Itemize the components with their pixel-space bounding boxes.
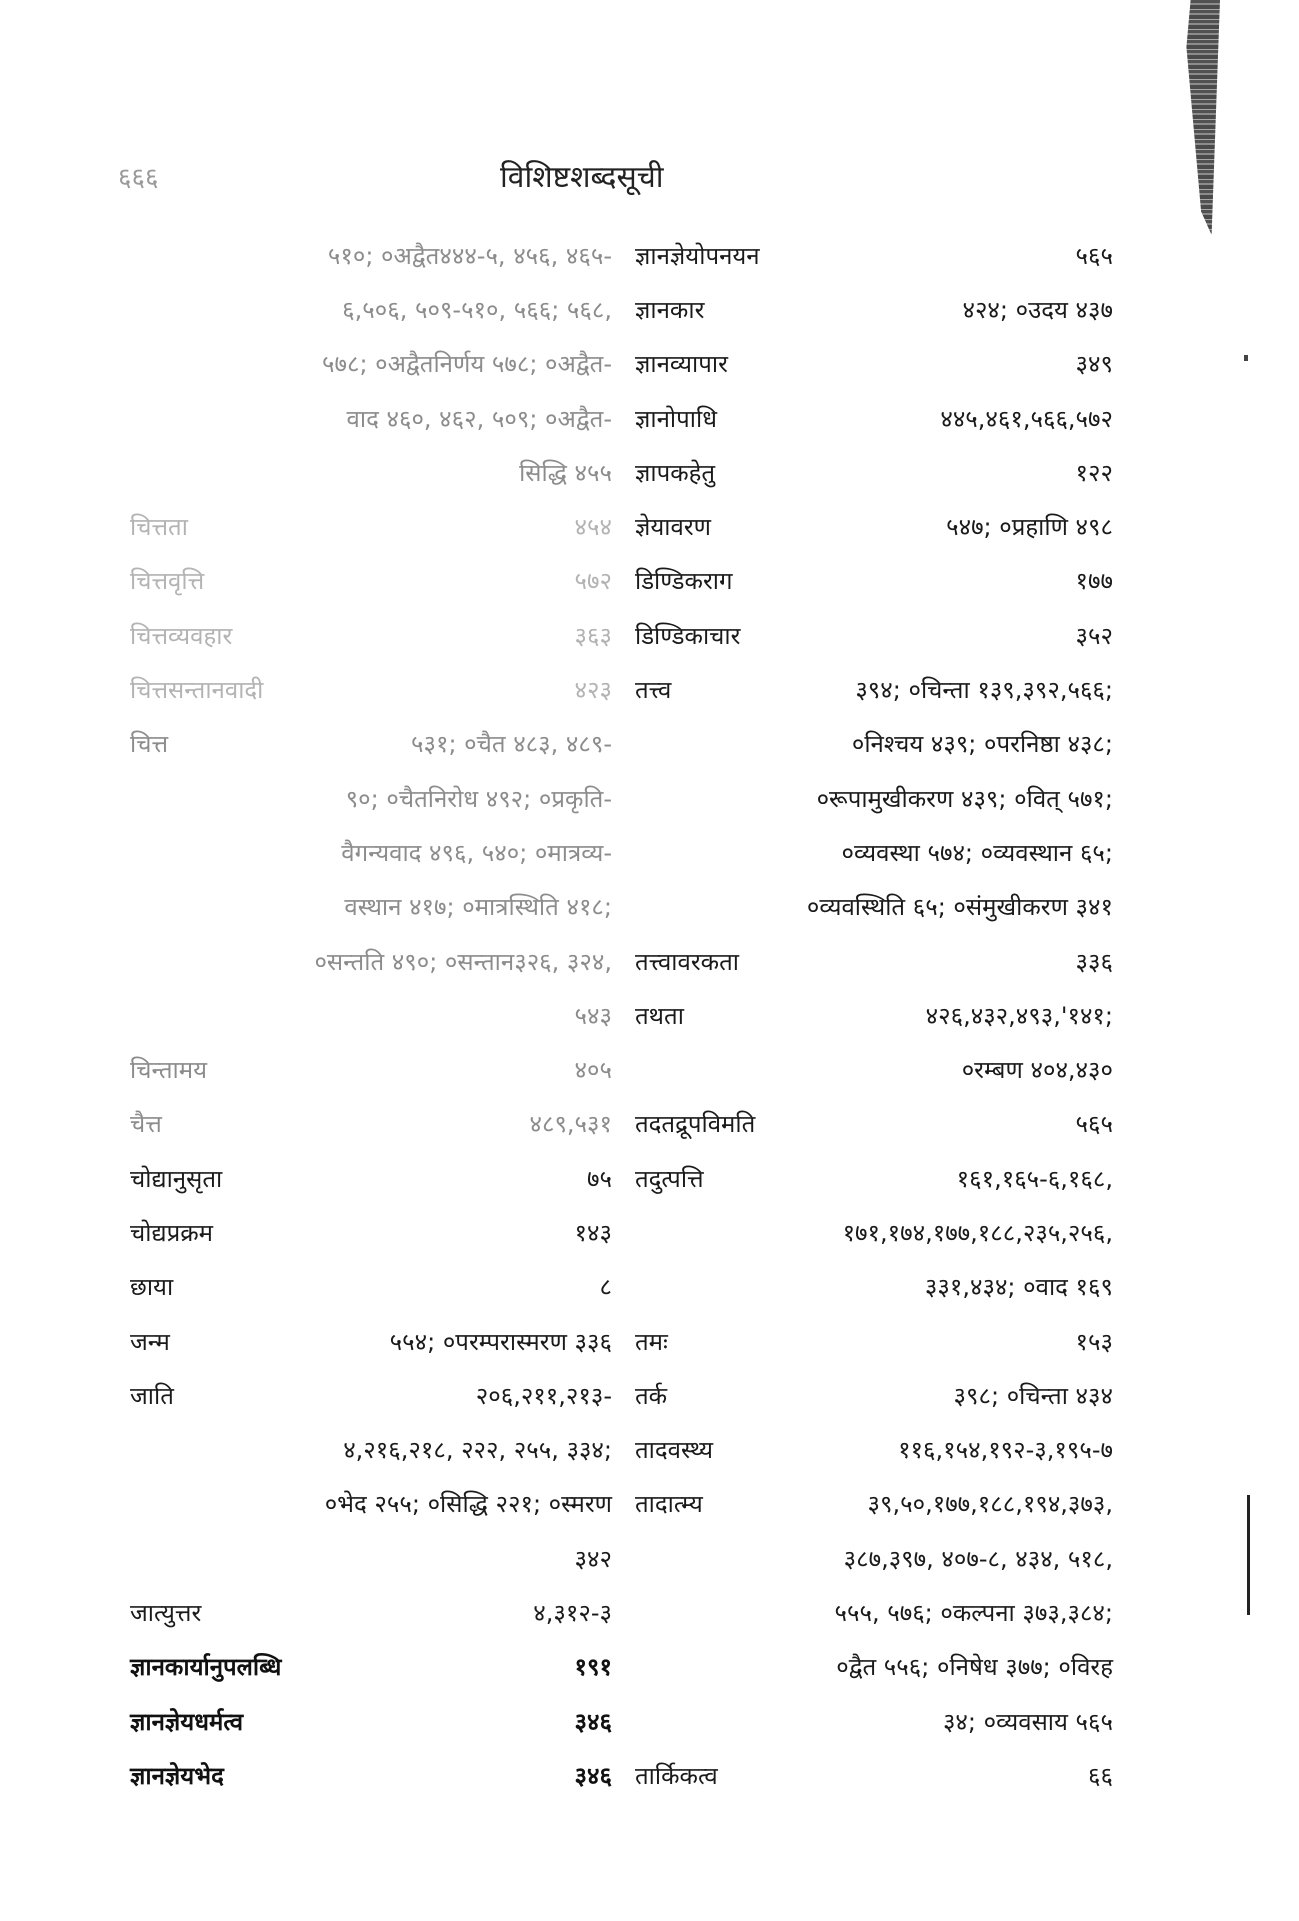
index-line	[635, 1151, 1113, 1205]
index-page-refs: ७५	[587, 1164, 612, 1193]
index-term: चित्तव्यवहार	[130, 621, 233, 650]
index-term: ज्ञानोपाधि	[635, 404, 717, 433]
index-page-refs: ३९८; ०चिन्ता ४३४	[953, 1381, 1113, 1410]
index-page-refs: ०भेद २५५; ०सिद्धि २२१; ०स्मरण	[324, 1490, 612, 1519]
index-page-refs: ६६	[1088, 1761, 1113, 1790]
index-page-refs: ४४५,४६१,५६६,५७२	[940, 404, 1113, 433]
index-line	[635, 445, 1113, 499]
index-term: जाति	[130, 1381, 174, 1410]
index-term: तथता	[635, 1001, 684, 1030]
index-entry	[130, 499, 612, 553]
index-line	[130, 1097, 612, 1151]
index-page-refs: ११६,१५४,१९२-३,१९५-७	[898, 1436, 1113, 1465]
index-page-refs: ५६५	[1075, 1110, 1113, 1139]
index-line	[130, 1694, 612, 1748]
index-term: तमः	[635, 1327, 668, 1356]
margin-mark	[1247, 1495, 1250, 1615]
index-entry	[130, 1097, 612, 1151]
index-page-refs: ४२३	[574, 676, 612, 705]
index-line	[130, 1042, 612, 1096]
index-entry	[635, 988, 1113, 1097]
index-entry	[635, 662, 1113, 933]
index-line	[130, 554, 612, 608]
index-line	[635, 934, 1113, 988]
index-line	[635, 1042, 1113, 1096]
index-line	[635, 825, 1113, 879]
index-line	[130, 1585, 612, 1639]
index-line	[635, 1531, 1113, 1585]
index-page-refs: ३६३	[574, 621, 612, 650]
index-term: ज्ञानज्ञेयोपनयन	[635, 241, 760, 270]
index-page-refs: ३४६	[574, 1761, 612, 1790]
index-page-refs: ३५२	[1075, 621, 1113, 650]
index-entry	[635, 337, 1113, 391]
index-line	[130, 1205, 612, 1259]
index-line	[130, 282, 612, 336]
index-term: चैत्त	[130, 1110, 162, 1139]
index-line	[635, 282, 1113, 336]
index-entry	[130, 1260, 612, 1314]
index-column-right	[635, 228, 1113, 1803]
book-spine-shadow	[1178, 0, 1220, 235]
index-term: तर्क	[635, 1381, 668, 1410]
page-number: ६६६	[118, 163, 159, 193]
index-line	[635, 662, 1113, 716]
index-line	[130, 1640, 612, 1694]
index-entry	[635, 1748, 1113, 1802]
index-page-refs: १७१,१७४,१७७,१८८,२३५,२५६,	[842, 1218, 1113, 1247]
index-page-refs: १२२	[1075, 458, 1113, 487]
index-page-refs: ०व्यवस्था ५७४; ०व्यवस्थान ६५;	[841, 838, 1113, 867]
index-entry	[635, 1314, 1113, 1368]
index-entry	[635, 282, 1113, 336]
index-entry	[130, 1314, 612, 1368]
index-term: तादवस्थ्य	[635, 1436, 714, 1465]
index-page-refs: ०रूपामुखीकरण ४३९; ०वित् ५७१;	[816, 784, 1113, 813]
index-line	[635, 1477, 1113, 1531]
index-entry	[635, 1477, 1113, 1748]
index-entry	[130, 1205, 612, 1259]
index-entry	[130, 228, 612, 499]
margin-speck	[1244, 355, 1248, 361]
index-page-refs: ४२४; ०उदय ४३७	[962, 295, 1113, 324]
index-term: तत्त्व	[635, 676, 672, 705]
index-page-refs: ४०५	[574, 1056, 612, 1085]
index-term: जन्म	[130, 1327, 170, 1356]
index-line	[130, 880, 612, 934]
index-page-refs: ५७२	[574, 567, 612, 596]
index-line	[635, 1748, 1113, 1802]
index-entry	[635, 934, 1113, 988]
index-entry	[130, 608, 612, 662]
index-entry	[130, 1585, 612, 1639]
index-page-refs: सिद्धि ४५५	[519, 458, 612, 487]
index-line	[130, 499, 612, 553]
index-page-refs: ०निश्चय ४३९; ०परनिष्ठा ४३८;	[851, 730, 1113, 759]
index-line	[130, 445, 612, 499]
index-page-refs: ३९४; ०चिन्ता १३९,३९२,५६६;	[855, 676, 1113, 705]
index-entry	[130, 1694, 612, 1748]
index-entry	[635, 445, 1113, 499]
index-line	[635, 880, 1113, 934]
index-line	[130, 1531, 612, 1585]
index-page-refs: ०रम्बण ४०४,४३०	[961, 1056, 1113, 1085]
index-term: डिण्डिकाचार	[635, 621, 741, 650]
index-term: चित्तसन्तानवादी	[130, 676, 264, 705]
index-term: तादात्म्य	[635, 1490, 703, 1519]
index-page-refs: ४२६,४३२,४९३,'१४१;	[925, 1001, 1113, 1030]
index-term: जात्युत्तर	[130, 1599, 202, 1628]
index-entry	[130, 717, 612, 1043]
index-page-refs: ३४; ०व्यवसाय ५६५	[942, 1707, 1113, 1736]
index-entry	[130, 662, 612, 716]
index-page-refs: ३३६	[1075, 947, 1113, 976]
index-line	[635, 1205, 1113, 1259]
index-page-refs: ५१०; ०अद्वैत४४४-५, ४५६, ४६५-	[327, 241, 612, 270]
index-line	[635, 1368, 1113, 1422]
index-page-refs: १५३	[1075, 1327, 1113, 1356]
index-page-refs: २०६,२११,२१३-	[475, 1381, 612, 1410]
index-page-refs: ३९,५०,१७७,१८८,१९४,३७३,	[867, 1490, 1113, 1519]
index-page-refs: १६१,१६५-६,१६८,	[956, 1164, 1113, 1193]
index-term: ज्ञानव्यापार	[635, 350, 728, 379]
index-page-refs: ३४६	[574, 1707, 612, 1736]
index-page-refs: ५५४; ०परम्परास्मरण ३३६	[389, 1327, 612, 1356]
index-entry	[130, 554, 612, 608]
index-entry	[130, 1151, 612, 1205]
index-term: ज्ञानकार	[635, 295, 705, 324]
index-term: डिण्डिकराग	[635, 567, 733, 596]
index-line	[635, 1423, 1113, 1477]
index-line	[635, 608, 1113, 662]
index-entry	[635, 391, 1113, 445]
index-entry	[635, 228, 1113, 282]
index-page-refs: ९०; ०चैतनिरोध ४९२; ०प्रकृति-	[345, 784, 612, 813]
index-term: ज्ञेयावरण	[635, 513, 712, 542]
index-line	[130, 825, 612, 879]
index-line	[130, 391, 612, 445]
index-page-refs: ८	[599, 1273, 612, 1302]
index-page-refs: ४५४	[574, 513, 612, 542]
index-term: छाया	[130, 1273, 174, 1302]
index-term: तत्त्वावरकता	[635, 947, 739, 976]
index-page-refs: वाद ४६०, ४६२, ५०९; ०अद्वैत-	[346, 404, 612, 433]
index-entry	[635, 1151, 1113, 1314]
index-entry	[635, 1423, 1113, 1477]
index-line	[635, 499, 1113, 553]
index-line	[130, 1368, 612, 1422]
index-term: चित्त	[130, 730, 169, 759]
index-page-refs: ४,२१६,२१८, २२२, २५५, ३३४;	[343, 1436, 612, 1465]
index-page-refs: ०व्यवस्थिति ६५; ०संमुखीकरण ३४१	[806, 893, 1113, 922]
index-term: ज्ञानज्ञेयभेद	[130, 1761, 224, 1790]
index-line	[635, 1260, 1113, 1314]
index-line	[635, 771, 1113, 825]
index-line	[130, 988, 612, 1042]
index-line	[635, 1694, 1113, 1748]
index-page-refs: ५३१; ०चैत ४८३, ४८९-	[411, 730, 612, 759]
index-term: चित्तता	[130, 513, 188, 542]
index-term: तार्किकत्व	[635, 1761, 718, 1790]
index-line	[130, 1151, 612, 1205]
index-line	[130, 717, 612, 771]
index-term: चिन्तामय	[130, 1056, 208, 1085]
index-line	[130, 934, 612, 988]
index-page-refs: ३३१,४३४; ०वाद १६९	[924, 1273, 1113, 1302]
index-line	[130, 662, 612, 716]
index-term: ज्ञानकार्यानुपलब्धि	[130, 1653, 282, 1682]
index-line	[635, 554, 1113, 608]
index-entry	[635, 1097, 1113, 1151]
index-entry	[130, 1748, 612, 1802]
index-page-refs: ६,५०६, ५०९-५१०, ५६६; ५६८,	[342, 295, 612, 324]
index-term: चित्तवृत्ति	[130, 567, 205, 596]
index-entry	[130, 1042, 612, 1096]
index-line	[130, 1423, 612, 1477]
index-term: चोद्यानुसृता	[130, 1164, 223, 1193]
index-page-refs: १७७	[1075, 567, 1113, 596]
index-page-refs: वस्थान ४१७; ०मात्रस्थिति ४१८;	[344, 893, 612, 922]
index-line	[130, 1314, 612, 1368]
index-entry	[130, 1640, 612, 1694]
index-page-refs: १९१	[574, 1653, 612, 1682]
index-entry	[635, 554, 1113, 608]
index-term: तदतद्रूपविमति	[635, 1110, 756, 1139]
index-page-refs: ०द्वैत ५५६; ०निषेध ३७७; ०विरह	[836, 1653, 1113, 1682]
index-line	[130, 337, 612, 391]
index-page-refs: ५४७; ०प्रहाणि ४९८	[946, 513, 1113, 542]
index-entry	[130, 1368, 612, 1585]
index-line	[635, 1585, 1113, 1639]
index-line	[635, 228, 1113, 282]
index-page-refs: ०सन्तति ४९०; ०सन्तान३२६, ३२४,	[314, 947, 612, 976]
index-line	[130, 1260, 612, 1314]
index-line	[130, 608, 612, 662]
index-term: चोद्यप्रक्रम	[130, 1218, 214, 1247]
index-line	[130, 1748, 612, 1802]
index-line	[130, 1477, 612, 1531]
index-page-refs: १४३	[574, 1218, 612, 1247]
index-line	[635, 391, 1113, 445]
index-page-refs: ३४२	[574, 1544, 612, 1573]
index-entry	[635, 499, 1113, 553]
page-title: विशिष्टशब्दसूची	[500, 160, 664, 195]
index-page-refs: ५४३	[574, 1001, 612, 1030]
index-entry	[635, 608, 1113, 662]
index-entry	[635, 1368, 1113, 1422]
index-line	[635, 1640, 1113, 1694]
index-page-refs: वैगन्यवाद ४९६, ५४०; ०मात्रव्य-	[341, 838, 612, 867]
index-term: ज्ञानज्ञेयधर्मत्व	[130, 1707, 244, 1736]
index-line	[635, 1097, 1113, 1151]
index-page-refs: ३४९	[1075, 350, 1113, 379]
index-line	[130, 771, 612, 825]
index-page-refs: ५५५, ५७६; ०कल्पना ३७३,३८४;	[834, 1599, 1113, 1628]
index-page-refs: ५७८; ०अद्वैतनिर्णय ५७८; ०अद्वैत-	[322, 350, 612, 379]
index-line	[635, 337, 1113, 391]
index-column-left	[130, 228, 612, 1803]
index-line	[635, 988, 1113, 1042]
index-line	[635, 1314, 1113, 1368]
index-term: ज्ञापकहेतु	[635, 458, 716, 487]
index-page-refs: ५६५	[1075, 241, 1113, 270]
index-page-refs: ४८९,५३१	[529, 1110, 612, 1139]
index-term: तदुत्पत्ति	[635, 1164, 704, 1193]
index-page-refs: ३८७,३९७, ४०७-८, ४३४, ५१८,	[843, 1544, 1113, 1573]
index-page-refs: ४,३१२-३	[533, 1599, 612, 1628]
index-line	[635, 717, 1113, 771]
index-line	[130, 228, 612, 282]
